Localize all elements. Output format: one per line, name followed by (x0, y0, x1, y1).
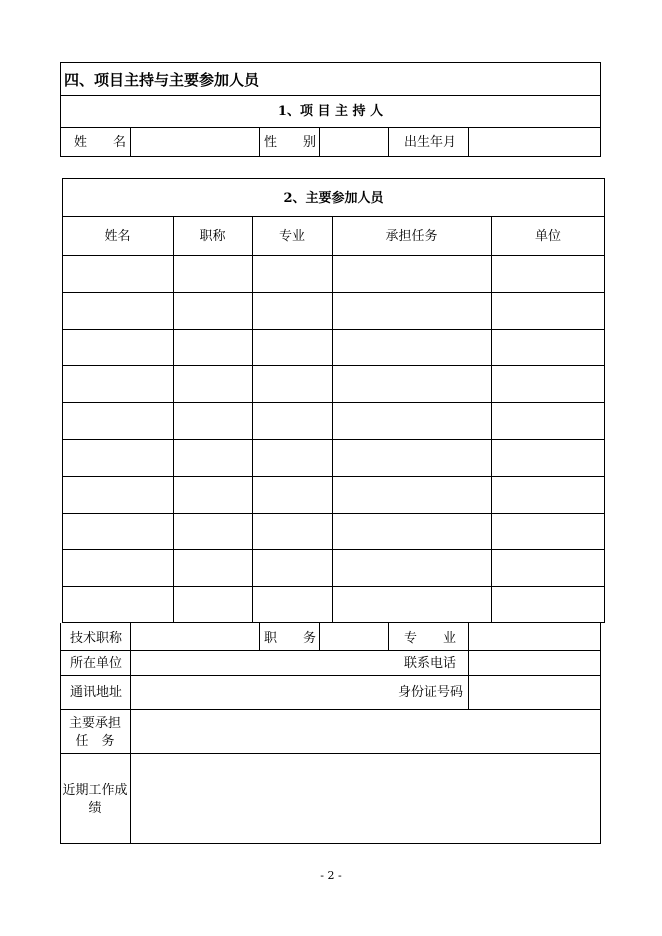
participant-cell-unit[interactable] (495, 596, 601, 614)
address-field[interactable] (131, 676, 388, 709)
position-label: 职 务 (264, 631, 317, 646)
column-header-major: 专业 (278, 229, 305, 244)
divider (259, 623, 260, 650)
column-header-unit: 单位 (534, 229, 561, 244)
participant-cell-task[interactable] (336, 559, 487, 577)
participant-cell-unit[interactable] (495, 265, 601, 283)
participant-cell-unit[interactable] (495, 412, 601, 430)
id-number-label: 身份证号码 (398, 685, 464, 700)
participant-cell-major[interactable] (256, 265, 328, 283)
main-task-label-line1: 主要承担 (68, 716, 121, 731)
participant-cell-unit[interactable] (495, 523, 601, 541)
achievements-label: 近期工作成绩 (62, 783, 128, 816)
participant-cell-major[interactable] (256, 523, 328, 541)
divider (62, 513, 605, 514)
column-header-task: 承担任务 (385, 229, 438, 244)
divider (388, 623, 389, 650)
divider (62, 255, 605, 256)
participant-cell-major[interactable] (256, 302, 328, 320)
unit-label: 所在单位 (70, 656, 123, 671)
divider (173, 216, 174, 623)
participant-cell-title[interactable] (177, 523, 248, 541)
participant-cell-task[interactable] (336, 596, 487, 614)
participant-cell-title[interactable] (177, 449, 248, 467)
divider (259, 127, 260, 157)
participant-cell-major[interactable] (256, 375, 328, 393)
participant-cell-unit[interactable] (495, 302, 601, 320)
position-field[interactable] (320, 624, 388, 650)
page-number: - 2 - (320, 869, 342, 882)
participant-cell-task[interactable] (336, 486, 487, 504)
divider (388, 127, 389, 157)
divider (60, 95, 601, 96)
participant-cell-title[interactable] (177, 596, 248, 614)
participant-cell-major[interactable] (256, 412, 328, 430)
host-gender-field[interactable] (320, 128, 388, 157)
participant-cell-title[interactable] (177, 486, 248, 504)
main-task-label-line2: 任 务 (75, 734, 115, 749)
achievements-field[interactable] (131, 754, 600, 843)
divider (62, 439, 605, 440)
participants-heading: 2、主要参加人员 (283, 191, 384, 206)
participant-cell-name[interactable] (66, 302, 169, 320)
divider (252, 216, 253, 623)
host-birth-field[interactable] (469, 128, 600, 157)
tech-title-field[interactable] (131, 624, 259, 650)
participant-cell-major[interactable] (256, 486, 328, 504)
host-gender-label: 性 别 (264, 135, 317, 150)
column-header-title: 职称 (199, 229, 226, 244)
host-birth-label: 出生年月 (404, 135, 457, 150)
participant-cell-unit[interactable] (495, 559, 601, 577)
participant-cell-major[interactable] (256, 339, 328, 357)
participant-cell-major[interactable] (256, 596, 328, 614)
participant-cell-name[interactable] (66, 486, 169, 504)
participant-cell-name[interactable] (66, 265, 169, 283)
tech-title-label: 技术职称 (70, 631, 123, 646)
divider (332, 216, 333, 623)
participant-cell-title[interactable] (177, 265, 248, 283)
host-heading: 1、项 目 主 持 人 (277, 104, 384, 119)
participant-cell-task[interactable] (336, 449, 487, 467)
address-label: 通讯地址 (70, 685, 123, 700)
divider (62, 586, 605, 587)
divider (62, 216, 605, 217)
id-number-field[interactable] (469, 676, 600, 709)
participant-cell-name[interactable] (66, 523, 169, 541)
section-title: 四、项目主持与主要参加人员 (64, 71, 260, 89)
participant-cell-title[interactable] (177, 559, 248, 577)
participant-cell-major[interactable] (256, 559, 328, 577)
participant-cell-name[interactable] (66, 375, 169, 393)
unit-field[interactable] (131, 651, 388, 675)
participant-cell-unit[interactable] (495, 339, 601, 357)
phone-label: 联系电话 (404, 656, 457, 671)
participant-cell-task[interactable] (336, 265, 487, 283)
major-label: 专 业 (404, 631, 457, 646)
divider (491, 216, 492, 623)
participant-cell-name[interactable] (66, 596, 169, 614)
participant-cell-task[interactable] (336, 302, 487, 320)
column-header-name: 姓名 (104, 229, 131, 244)
participant-cell-title[interactable] (177, 302, 248, 320)
participant-cell-task[interactable] (336, 339, 487, 357)
participant-cell-name[interactable] (66, 559, 169, 577)
participant-cell-unit[interactable] (495, 449, 601, 467)
major-field[interactable] (469, 624, 600, 650)
divider (62, 292, 605, 293)
participant-cell-name[interactable] (66, 412, 169, 430)
host-name-field[interactable] (131, 128, 259, 157)
participant-cell-title[interactable] (177, 339, 248, 357)
participant-cell-task[interactable] (336, 523, 487, 541)
participant-cell-unit[interactable] (495, 486, 601, 504)
participant-cell-unit[interactable] (495, 375, 601, 393)
divider (62, 329, 605, 330)
participant-cell-title[interactable] (177, 412, 248, 430)
divider (62, 476, 605, 477)
divider (62, 402, 605, 403)
divider (62, 549, 605, 550)
main-task-field[interactable] (131, 710, 600, 753)
participant-cell-title[interactable] (177, 375, 248, 393)
participant-cell-task[interactable] (336, 412, 487, 430)
participant-cell-task[interactable] (336, 375, 487, 393)
participant-cell-name[interactable] (66, 449, 169, 467)
host-name-label: 姓 名 (74, 135, 127, 150)
divider (62, 365, 605, 366)
phone-field[interactable] (469, 651, 600, 675)
participant-cell-name[interactable] (66, 339, 169, 357)
participant-cell-major[interactable] (256, 449, 328, 467)
